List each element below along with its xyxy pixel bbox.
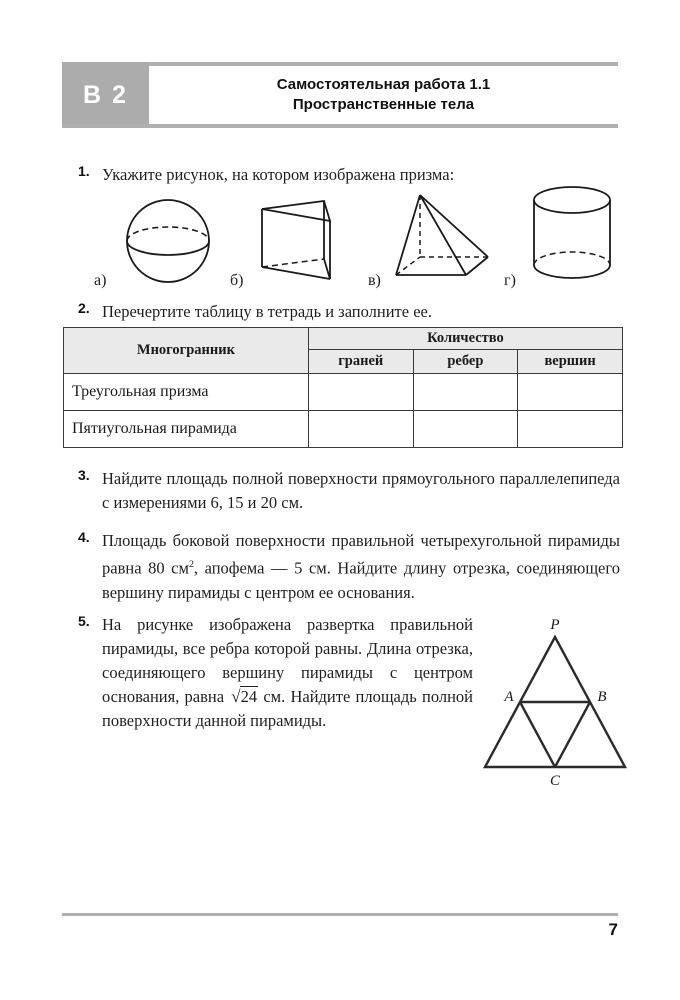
footer-rule — [62, 913, 618, 916]
net-label-p: P — [550, 617, 560, 633]
table-cell-faces-prism[interactable] — [308, 374, 413, 411]
variant-badge — [62, 62, 149, 128]
net-label-b: B — [597, 689, 607, 705]
radical-sign: √ — [231, 687, 241, 706]
table-cell-faces-pyramid[interactable] — [308, 411, 413, 448]
figure-option-d — [504, 185, 618, 290]
task-2-text: Перечертите таблицу в тетрадь и заполните ее. — [102, 302, 432, 321]
task-3-number: 3. — [78, 467, 90, 483]
figure-letter-c: в) — [368, 272, 381, 289]
figure-option-c — [368, 185, 498, 290]
table-header-row-1 — [64, 328, 623, 350]
table-header-polyhedron: Многогранник — [64, 328, 309, 374]
task-5-text-part2: см. Найдите площадь полной поверхности данной пирамиды. — [102, 687, 473, 730]
table-header-edges: ребер — [413, 350, 518, 374]
table-cell-edges-pyramid[interactable] — [413, 411, 518, 448]
net-label-c: C — [549, 773, 561, 789]
figure-option-a — [94, 185, 214, 290]
cylinder-icon — [528, 183, 620, 288]
net-label-a: A — [504, 689, 514, 705]
task-5-text — [102, 613, 473, 733]
table-cell-edges-prism[interactable] — [413, 374, 518, 411]
page-number: 7 — [608, 920, 618, 939]
polyhedron-table — [63, 327, 623, 448]
worksheet-subtitle: Пространственные тела — [292, 96, 475, 113]
table-header-faces: граней — [308, 350, 413, 374]
task-2-number: 2. — [78, 300, 90, 316]
task-1-figure-row — [62, 185, 618, 290]
figure-letter-a: а) — [94, 272, 107, 289]
table-header-vertices: вершин — [518, 350, 623, 374]
task-4-number: 4. — [78, 529, 90, 545]
header-title-group — [149, 66, 618, 124]
task-4 — [78, 529, 620, 605]
task-5 — [78, 613, 473, 733]
worksheet-title: Самостоятельная работа 1.1 — [276, 76, 491, 93]
table-header-count: Количество — [308, 328, 622, 350]
figure-letter-b: б) — [230, 272, 244, 289]
triangular-prism-icon — [254, 195, 359, 295]
square-root-expression — [229, 685, 258, 709]
task-3-text: Найдите площадь полной поверхности прямоугольного параллелепипеда с измерениями 6, 15 и 20 см. — [102, 469, 620, 512]
sphere-icon — [116, 193, 226, 293]
figure-option-b — [230, 185, 350, 290]
radicand-value: 24 — [240, 687, 258, 706]
variant-label: В 2 — [83, 80, 128, 109]
table-row-label-prism: Треугольная призма — [64, 374, 309, 411]
table-cell-vertices-prism[interactable] — [518, 374, 623, 411]
pyramid-net-diagram — [473, 615, 638, 790]
figure-letter-d: г) — [504, 272, 516, 289]
table-row-label-pyramid: Пятиугольная пирамида — [64, 411, 309, 448]
task-4-text-part1: Площадь боковой поверхности правильной четырехугольной пирамиды равна 80 см — [102, 531, 620, 578]
task-3 — [78, 467, 620, 515]
header-rule-bottom — [62, 124, 618, 128]
task-4-text-part2: , апофема — 5 см. Найдите длину отрезка, соединяющего вершину пирамиды с центром ее основания. — [102, 558, 620, 602]
pyramid-net-icon — [473, 615, 638, 790]
task-5-number: 5. — [78, 613, 90, 629]
task-4-text — [102, 529, 620, 605]
table-cell-vertices-pyramid[interactable] — [518, 411, 623, 448]
page-header — [62, 62, 618, 128]
table-row — [64, 374, 623, 411]
task-5-text-part1: На рисунке изображена развертка правильной пирамиды, все ребра которой равны. Длина отрезка, соединяющего вершину пирамиды с центром основания, равна — [102, 615, 473, 706]
task-4-superscript: 2 — [188, 559, 194, 570]
quadrilateral-pyramid-icon — [390, 187, 500, 292]
task-1-number: 1. — [78, 163, 90, 179]
task-2 — [78, 300, 618, 324]
table-row — [64, 411, 623, 448]
task-1-text: Укажите рисунок, на котором изображена призма: — [102, 165, 455, 184]
